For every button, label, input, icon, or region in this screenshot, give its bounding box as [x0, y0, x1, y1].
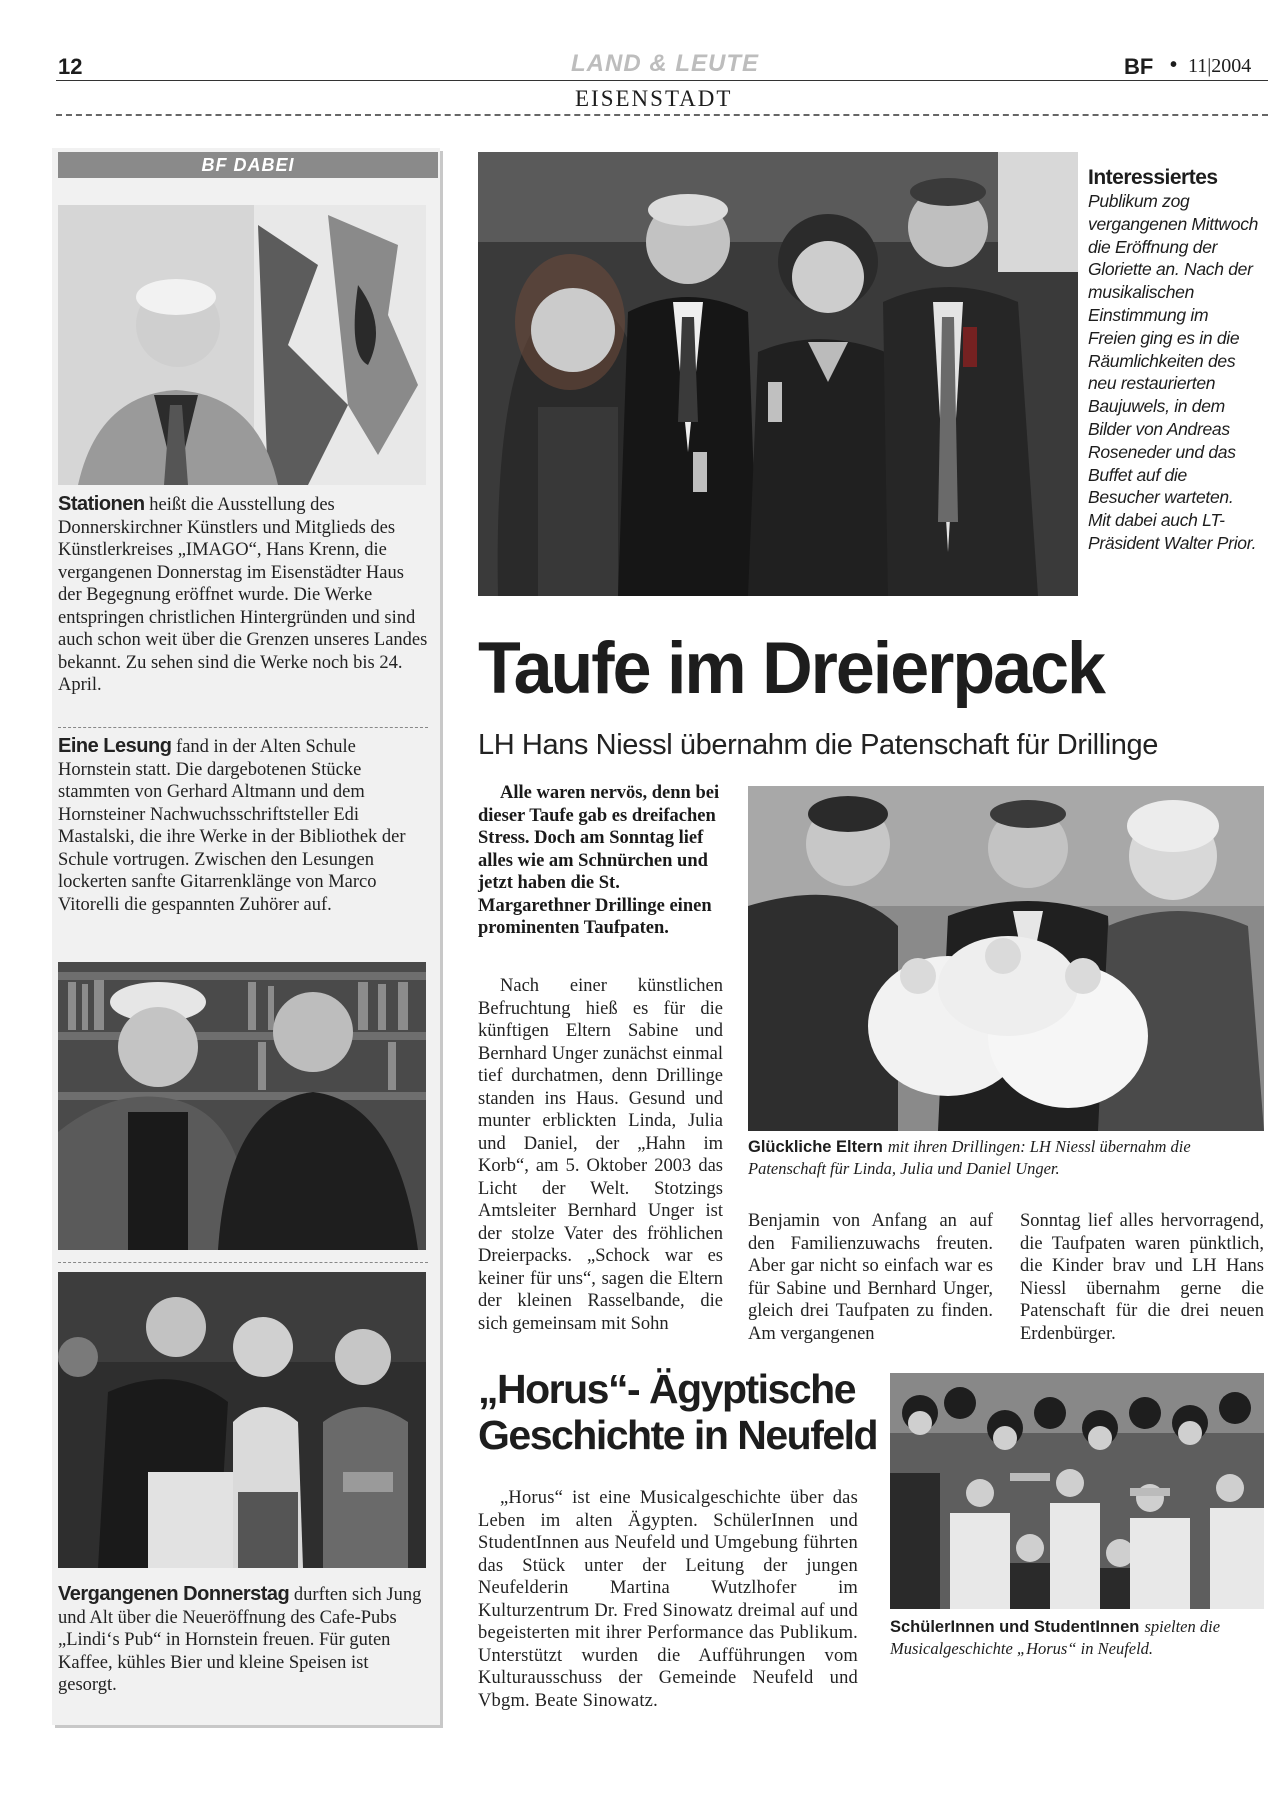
header-rule [56, 80, 1268, 81]
brand-logo: BF [1124, 54, 1154, 79]
sidebar-photo-pub [58, 1272, 426, 1568]
kicker-pub: Vergangenen Donnerstag [58, 1583, 290, 1605]
text-stationen: heißt die Ausstellung des Donnerskirchner Künstlers und Mitglieds des Künstlerkreises „IMAGO“, Hans Krenn, die vergangenen Donnerstag im Eisenstädter Haus der Begegnung eröffnet wurde. Die Werke entspringen christlichen Hintergründen und sind auch schon weit über die Grenzen unseres Landes bekannt. Zu sehen sind die Werke noch bis 24. April. [58, 495, 428, 695]
sidebar-banner [58, 152, 438, 178]
article1-col1 [478, 975, 723, 1335]
top-caption-text: Publikum zog vergangenen Mittwoch die Eröffnung der Gloriette an. Nach der musikalischen Einstimmung im Freien ging es in die Räumlichkeiten des neu restaurierten Baujuwels, in dem Bilder von Andreas Roseneder und das Buffet auf die Besucher warteten. Mit dabei auch LT-Präsident Walter Prior. [1088, 191, 1259, 553]
sidebar-divider-1 [58, 727, 428, 728]
sidebar-item-stationen [58, 493, 428, 697]
article1-photo-triplets [748, 786, 1264, 1131]
text-lesung: fand in der Alten Schule Hornstein statt. Die dargebotenen Stücke stammten von Gerhard Altmann und dem Hornsteiner Nachwuchsschriftsteller Edi Mastalski, die ihre Werke in der Bibliothek der Schule vortrugen. Zwischen den Lesungen lockerten sanfte Gitarrenklänge von Marco Vitorelli die gespannten Zuhörer auf. [58, 737, 406, 915]
article1-col2 [748, 1210, 993, 1345]
sidebar-item-pub [58, 1583, 428, 1697]
article2-body-text: „Horus“ ist eine Musicalgeschichte über das Leben im alten Ägypten. SchülerInnen und StudentInnen aus Neufeld und Umgebung führten das Stück unter der Leitung der jungen Neufelderin Martina Wutzlhofer im Kulturzentrum Dr. Fred Sinowatz dreimal auf und begeisterten mit ihrer Performance das Publikum. Unterstützt wurden die Aufführungen vom Kulturausschuss der Gemeinde Neufeld und Vbgm. Beate Sinowatz. [478, 1488, 858, 1711]
article2-caption-lead: SchülerInnen und StudentInnen [890, 1618, 1140, 1636]
issue-number: 11|2004 [1188, 55, 1252, 77]
article1-caption-lead: Glückliche Eltern [748, 1138, 883, 1156]
article1-col3 [1020, 1210, 1264, 1345]
article1-col3-text: Sonntag lief alles hervorragend, die Taufpaten waren pünktlich, die Kinder brav und LH Hans Niessl übernahm gerne die Patenschaft für die drei neuen Erdenbürger. [1020, 1211, 1264, 1344]
kicker-lesung: Eine Lesung [58, 735, 172, 757]
article1-caption-text: mit ihren Drillingen: LH Niessl übernahm die Patenschaft für Linda, Julia und Daniel Unger. [748, 1137, 1191, 1178]
sidebar-photo-artist [58, 205, 426, 485]
top-caption-lead: Interessiertes [1088, 166, 1218, 189]
article2-headline-line1: „Horus“- Ägyptische [478, 1366, 855, 1412]
article1-subhead: LH Hans Niessl übernahm die Patenschaft für Drillinge [478, 729, 1158, 761]
sidebar-photo-lesung [58, 962, 426, 1250]
section-title: LAND & LEUTE [571, 50, 759, 77]
article1-lead [478, 782, 723, 940]
sidebar-divider-2 [58, 1262, 428, 1263]
article2-headline [478, 1366, 878, 1458]
article1-photo-caption [748, 1136, 1264, 1180]
article2-body [478, 1487, 858, 1712]
sidebar-banner-label: BF DABEI [201, 155, 295, 175]
article2-headline-line2: Geschichte in Neufeld [478, 1412, 878, 1458]
article1-col1-text: Nach einer künstlichen Befruchtung hieß es für die künftigen Eltern Sabine und Bernhard Unger zunächst einmal tief durchatmen, denn Drillinge standen ins Haus. Gesund und munter erblickten Linda, Julia und Daniel, der „Hahn im Korb“, am 5. Oktober 2003 das Licht der Welt. Stotzings Amtsleiter Bernhard Unger ist der stolze Vater des fröhlichen Dreierpacks. „Schock war es keiner für uns“, sagen die Eltern der kleinen Rasselbande, die sich gemeinsam mit Sohn [478, 976, 723, 1334]
article1-lead-text: Alle waren nervös, denn bei dieser Taufe gab es dreifachen Stress. Doch am Sonntag lief alles wie am Schnürchen und jetzt haben die St. Margarethner Drillinge einen prominenten Taufpaten. [478, 783, 720, 938]
top-photo-gloriette [478, 152, 1078, 596]
kicker-stationen: Stationen [58, 493, 145, 515]
sidebar-item-lesung [58, 735, 428, 916]
brand-bullet: • [1170, 54, 1178, 76]
text-pub: durften sich Jung und Alt über die Neueröffnung des Cafe-Pubs „Lindi‘s Pub“ in Hornstein freuen. Für guten Kaffee, kühles Bier und kleine Speisen ist gesorgt. [58, 1585, 422, 1695]
article1-col2-text: Benjamin von Anfang an auf den Familienzuwachs freuten. Aber gar nicht so einfach war es für Sabine und Bernhard Unger, gleich drei Taufpaten zu finden. Am vergangenen [748, 1211, 993, 1344]
page-number: 12 [58, 54, 83, 79]
article2-caption-text: spielten die Musicalgeschichte „Horus“ in Neufeld. [890, 1617, 1221, 1658]
header-dash-rule [56, 114, 1268, 116]
article2-photo-musical [890, 1373, 1264, 1609]
article1-headline: Taufe im Dreierpack [478, 626, 1104, 709]
region-title: EISENSTADT [575, 86, 733, 111]
top-photo-caption [1088, 166, 1260, 555]
article2-photo-caption [890, 1616, 1264, 1660]
